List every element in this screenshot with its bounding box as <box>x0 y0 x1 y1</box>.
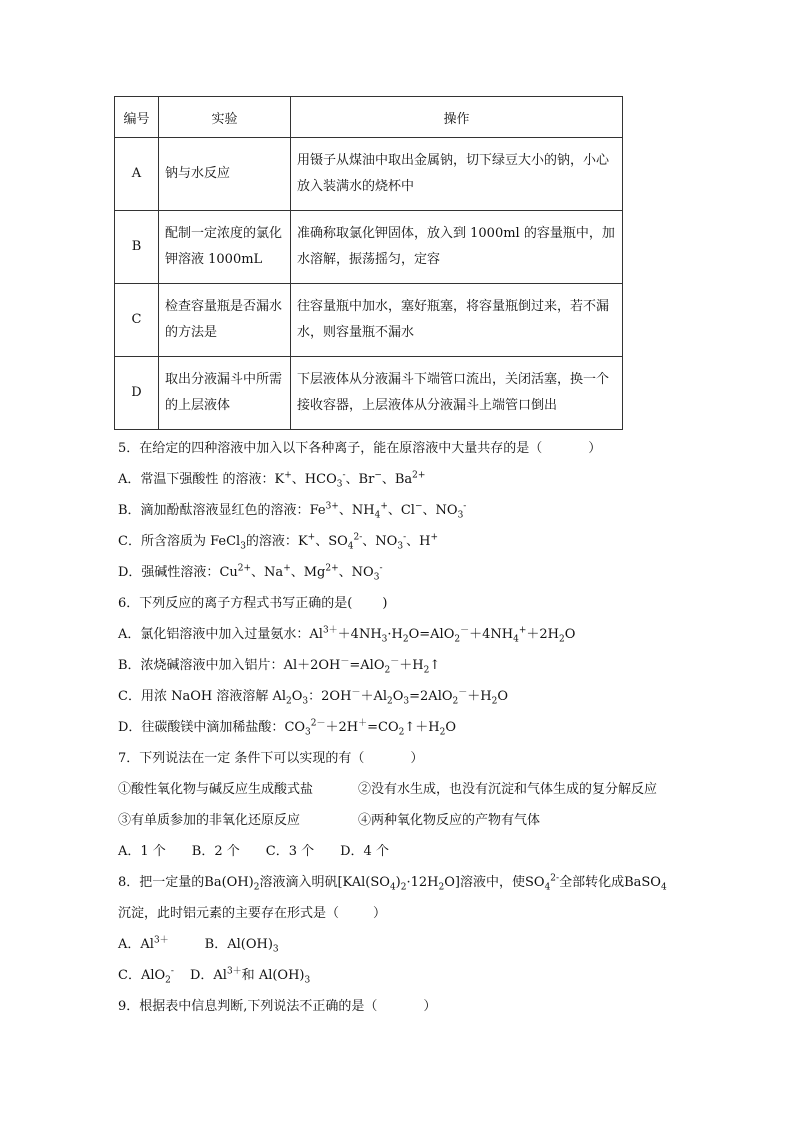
row-operation: 用镊子从煤油中取出金属钠，切下绿豆大小的钠，小心放入装满水的烧杯中 <box>291 138 623 211</box>
row-experiment: 取出分液漏斗中所需的上层液体 <box>159 357 291 430</box>
q7-items-2: ③有单质参加的非氧化还原反应 ④两种氧化物反应的产物有气体 <box>118 813 541 828</box>
row-operation: 下层液体从分液漏斗下端管口流出，关闭活塞，换一个接收容器，上层液体从分液漏斗上端管口倒出 <box>291 357 623 430</box>
q6-option-b: B．浓烧碱溶液中加入铝片：$Al+2OH^-=AlO_2^-+H_2↑$ <box>118 656 441 676</box>
questions <box>118 436 698 1025</box>
header-experiment: 实验 <box>159 97 291 138</box>
q9-stem: 9．根据表中信息判断,下列说法不正确的是（ ） <box>118 999 437 1014</box>
q8-stem-cont: 沉淀，此时铝元素的主要存在形式是（ ） <box>118 906 387 921</box>
q6-option-c: C．用浓 NaOH 溶液溶解 $Al_2O_3$：$2OH^-+Al_2O_3=2AlO_2^-+H_2O$ <box>118 687 509 707</box>
header-operation: 操作 <box>291 97 623 138</box>
row-id: D <box>115 357 159 430</box>
row-experiment: 检查容量瓶是否漏水的方法是 <box>159 284 291 357</box>
q7-items-1: ①酸性氧化物与碱反应生成酸式盐 ②没有水生成，也没有沉淀和气体生成的复分解反应 <box>118 782 658 797</box>
q8-stem: 8．把一定量的$Ba(OH)_2$溶液滴入明矾$[KAl(SO_4)_2\cdot 12H_2O]$溶液中，使$SO_4^{2-}$全部转化成BaSO$_4$ <box>118 873 667 893</box>
row-id: C <box>115 284 159 357</box>
experiment-table <box>114 96 623 430</box>
table-row <box>115 138 623 211</box>
q5-option-c: C．所含溶质为 FeCl$_3$的溶液：K+、$SO_4^{2-}$、$NO_3^-$、H+ <box>118 532 439 552</box>
row-experiment: 配制一定浓度的氯化钾溶液 1000mL <box>159 211 291 284</box>
q5-stem: 5．在给定的四种溶液中加入以下各种离子，能在原溶液中大量共存的是（ ） <box>118 441 602 456</box>
q7-stem: 7．下列说法在一定 条件下可以实现的有（ ） <box>118 751 424 766</box>
q5-option-b: B．滴加酚酞溶液显红色的溶液：$Fe^{3+}$、$NH_4^+$、Cl−、$NO_3^-$ <box>118 501 467 521</box>
row-operation: 准确称取氯化钾固体，放入到 1000ml 的容量瓶中，加水溶解，振荡摇匀，定容 <box>291 211 623 284</box>
row-experiment: 钠与水反应 <box>159 138 291 211</box>
q8-options-cd: C．AlO$_2$- D．$Al^{3+}$和 $Al(OH)_3$ <box>118 966 311 986</box>
table-header-row <box>115 97 623 138</box>
header-id: 编号 <box>115 97 159 138</box>
q5-option-d: D．强碱性溶液：$Cu^{2+}$、Na+、$Mg^{2+}$、$NO_3^-$ <box>118 563 383 583</box>
q8-options-ab: A．$Al^{3+}$ B．$Al(OH)_3$ <box>118 935 279 955</box>
q5-option-a: A．常温下强酸性 的溶液：K+、$HCO_3^-$、Br−、$Ba^{2+}$ <box>118 470 426 490</box>
row-id: A <box>115 138 159 211</box>
q7-options: A．1 个 B．2 个 C．3 个 D．4 个 <box>118 844 389 859</box>
q6-option-d: D．往碳酸镁中滴加稀盐酸：$CO_3^{2-}+2H^+=CO_2↑+H_2O$ <box>118 718 457 738</box>
q6-stem: 6．下列反应的离子方程式书写正确的是( ) <box>118 596 388 611</box>
q6-option-a: A．氯化铝溶液中加入过量氨水：$Al^{3+}+4NH_3\cdot H_2O=AlO_2^-+4NH_4^++2H_2O$ <box>118 625 576 645</box>
table-row <box>115 284 623 357</box>
table-row <box>115 357 623 430</box>
row-id: B <box>115 211 159 284</box>
table-row <box>115 211 623 284</box>
row-operation: 往容量瓶中加水，塞好瓶塞，将容量瓶倒过来，若不漏水，则容量瓶不漏水 <box>291 284 623 357</box>
